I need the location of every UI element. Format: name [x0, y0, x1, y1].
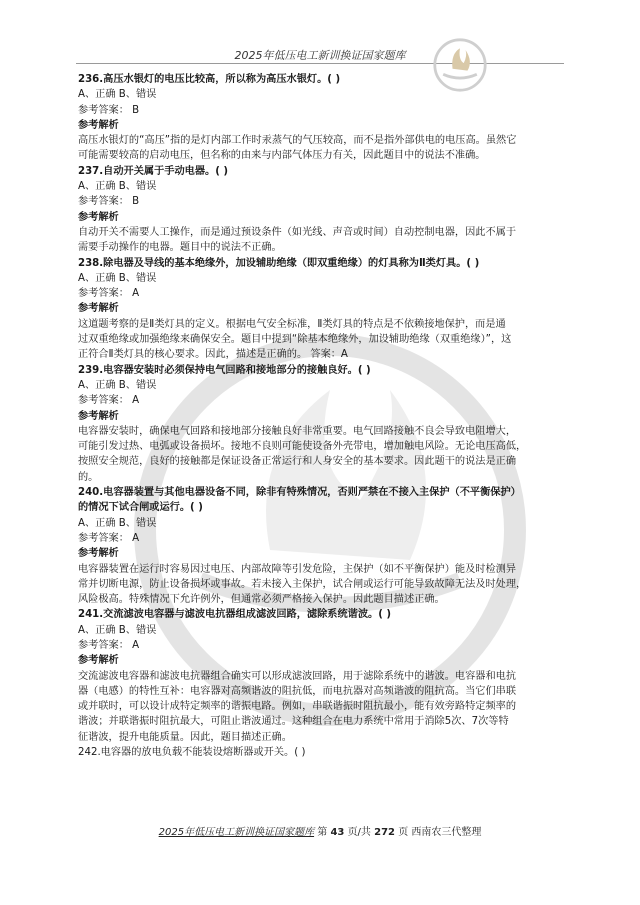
text-line: 参考答案： A: [78, 639, 140, 651]
text-line: A、正确 B、错误: [78, 517, 157, 529]
text-line: A、正确 B、错误: [78, 181, 157, 193]
question-line: 240.电容器装置与其他电器设备不同，除非有特殊情况，否则严禁在不接入主保护（不平衡保护）: [78, 487, 521, 499]
footer-page-number: 43: [330, 827, 345, 838]
question-line: 参考解析: [78, 119, 119, 131]
text-line: 参考答案： A: [78, 532, 140, 544]
text-line: 按照安全规范，良好的接触都是保证设备正常运行和人身安全的基本要求。因此题干的说法是正确: [78, 456, 517, 468]
text-line: 需要手动操作的电器。题目中的说法不正确。: [78, 242, 282, 254]
text-line: A、正确 B、错误: [78, 624, 157, 636]
text-line: 参考答案： A: [78, 395, 140, 407]
text-line: 器（电感）的特性互补：电容器对高频谐波的阻抗低，而电抗器对高频谐波的阻抗高。当它们串联: [78, 685, 517, 697]
question-line: 的情况下试合闸或运行。( ): [78, 502, 203, 514]
question-line: 参考解析: [78, 410, 119, 422]
footer-total-pages: 272: [374, 827, 395, 838]
text-line: 过双重绝缘或加强绝缘来确保安全。题目中提到“除基本绝缘外，加设辅助绝缘（双重绝缘）”，这: [78, 334, 512, 346]
header-divider: [76, 63, 564, 64]
question-line: 237.自动开关属于手动电器。( ): [78, 165, 229, 177]
text-line: 常并切断电源，防止设备损坏或事故。若未接入主保护，试合闸或运行可能导致故障无法及时处理，: [78, 578, 527, 590]
text-line: 参考答案： B: [78, 104, 140, 116]
question-line: 239.电容器安装时必须保持电气回路和接地部分的接触良好。( ): [78, 364, 371, 376]
header-title: 2025年低压电工新训换证国家题库: [234, 49, 406, 62]
footer-title: 2025年低压电工新训换证国家题库: [158, 827, 315, 838]
question-line: 参考解析: [78, 303, 119, 315]
text-line: 电容器装置在运行时容易因过电压、内部故障等引发危险，主保护（如不平衡保护）能及时检测异: [78, 563, 517, 575]
text-line: 风险极高。特殊情况下允许例外，但通常必须严格接入保护。因此题目描述正确。: [78, 594, 445, 606]
footer-page-mid: 页/共: [347, 827, 371, 838]
text-line: 谐波；并联谐振时阻抗最大，可阻止谐波通过。这种组合在电力系统中常用于消除5次、7次等特: [78, 716, 509, 728]
text-line: 征谐波，提升电能质量。因此，题目描述正确。: [78, 731, 292, 743]
text-line: 可能需要较高的启动电压，但名称的由来与内部气体压力有关，因此题目中的说法不准确。: [78, 150, 486, 162]
text-line: 的。: [78, 471, 99, 483]
question-line: 参考解析: [78, 548, 119, 560]
text-line: 参考答案： A: [78, 288, 140, 300]
question-line: 参考解析: [78, 211, 119, 223]
text-line: 正符合Ⅱ类灯具的核心要求。因此，描述是正确的。 答案：A: [78, 349, 348, 361]
footer-page-prefix: 第: [317, 827, 328, 838]
text-line: 或并联时，可以设计成特定频率的谐振电路。例如，串联谐振时阻抗最小，能有效旁路特定频率的: [78, 701, 517, 713]
question-list: [78, 72, 566, 760]
text-line: A、正确 B、错误: [78, 89, 157, 101]
text-line: 自动开关不需要人工操作，而是通过预设条件（如光线、声音或时间）自动控制电器，因此不属于: [78, 226, 517, 238]
text-line: 242.电容器的放电负载不能装设熔断器或开关。( ): [78, 747, 306, 759]
footer-page-suffix: 页: [398, 827, 409, 838]
question-line: 参考解析: [78, 655, 119, 667]
question-line: 238.除电器及导线的基本绝缘外，加设辅助绝缘（即双重绝缘）的灯具称为Ⅱ类灯具。( ): [78, 257, 480, 269]
text-line: A、正确 B、错误: [78, 272, 157, 284]
text-line: 电容器安装时，确保电气回路和接地部分接触良好非常重要。电气回路接触不良会导致电阻增大，: [78, 425, 517, 437]
text-line: 交流滤波电容器和滤波电抗器组合确实可以形成滤波回路，用于滤除系统中的谐波。电容器和电抗: [78, 670, 517, 682]
text-line: 可能引发过热、电弧或设备损坏。接地不良则可能使设备外壳带电，增加触电风险。无论电压高低，: [78, 441, 527, 453]
text-line: 高压水银灯的“高压”指的是灯内部工作时汞蒸气的气压较高，而不是指外部供电的电压高。虽然它: [78, 135, 517, 147]
text-line: A、正确 B、错误: [78, 379, 157, 391]
text-line: 这道题考察的是Ⅱ类灯具的定义。根据电气安全标准，Ⅱ类灯具的特点是不依赖接地保护，而是通: [78, 318, 506, 330]
page-footer: [0, 823, 640, 838]
question-line: 241.交流滤波电容器与滤波电抗器组成滤波回路，滤除系统谐波。( ): [78, 609, 392, 621]
text-line: 参考答案： B: [78, 196, 140, 208]
footer-compiler: 西南农三代整理: [411, 827, 482, 838]
question-line: 236.高压水银灯的电压比较高，所以称为高压水银灯。( ): [78, 74, 341, 85]
